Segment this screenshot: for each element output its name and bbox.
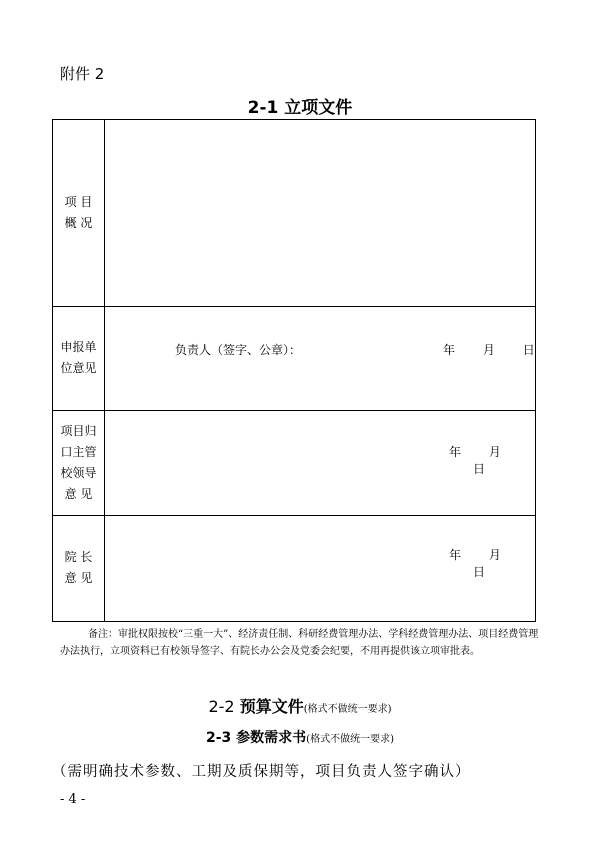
section-2-2-number: 2-2 (208, 697, 235, 716)
section-2-3-title (0, 727, 600, 747)
date-year: 年 (449, 445, 462, 460)
supervisor-opinion-label (53, 411, 105, 515)
label-line: 概 况 (64, 215, 93, 230)
date-line (449, 546, 535, 580)
date-day: 日 (473, 564, 486, 579)
section-2-2-heading: 预算文件 (239, 697, 304, 716)
date-month: 月 (482, 342, 495, 357)
label-line: 项 目 (64, 194, 93, 209)
label-line: 校领导 (60, 465, 97, 480)
section-2-2-note: (格式不做统一要求) (303, 704, 392, 715)
section-2-1-title: 2-1 立项文件 (247, 98, 353, 118)
date-day: 日 (522, 342, 535, 357)
label-line: 项目归 (60, 423, 97, 438)
date-month: 月 (488, 547, 501, 562)
project-overview-row (53, 120, 536, 307)
date-day: 日 (473, 462, 486, 477)
project-overview-content[interactable] (105, 120, 536, 307)
date-year: 年 (443, 342, 456, 357)
label-line: 意 见 (64, 571, 93, 586)
dean-opinion-row (53, 515, 536, 621)
section-2-3-heading: 2-3 参数需求书 (206, 730, 307, 746)
label-line: 位意见 (60, 361, 97, 376)
applicant-opinion-label (53, 306, 105, 410)
page-number: - 4 - (60, 792, 86, 807)
dean-opinion-content[interactable] (105, 515, 536, 621)
attachment-label: 附件 2 (60, 65, 105, 83)
applicant-opinion-content[interactable] (105, 306, 536, 410)
label-line: 申报单 (60, 340, 97, 355)
project-overview-label (53, 120, 105, 307)
date-year: 年 (449, 547, 462, 562)
requirement-note: （需明确技术参数、工期及质保期等，项目负责人签字确认） (52, 764, 471, 780)
label-line: 意 见 (64, 486, 93, 501)
date-line (443, 341, 535, 358)
responsible-signature-label: 负责人（签字、公章）： (175, 342, 302, 357)
label-line: 口主管 (60, 444, 97, 459)
dean-opinion-label (53, 515, 105, 621)
date-month: 月 (488, 445, 501, 460)
label-line: 院 长 (64, 550, 93, 565)
section-2-3-note: (格式不做统一要求) (306, 734, 394, 745)
section-2-2-title (0, 694, 600, 717)
date-line (449, 443, 535, 477)
remark-text: 备注：审批权限按校“三重一大”、经济责任制、科研经费管理办法、学科经费管理办法、项目经费管理办法执行，立项资料已有校领导签字、有院长办公会及党委会纪要，不用再提供该立项审批表。 (60, 629, 539, 657)
supervisor-opinion-content[interactable] (105, 411, 536, 515)
approval-form-table (52, 119, 536, 622)
supervisor-opinion-row (53, 411, 536, 515)
applicant-opinion-row (53, 306, 536, 410)
